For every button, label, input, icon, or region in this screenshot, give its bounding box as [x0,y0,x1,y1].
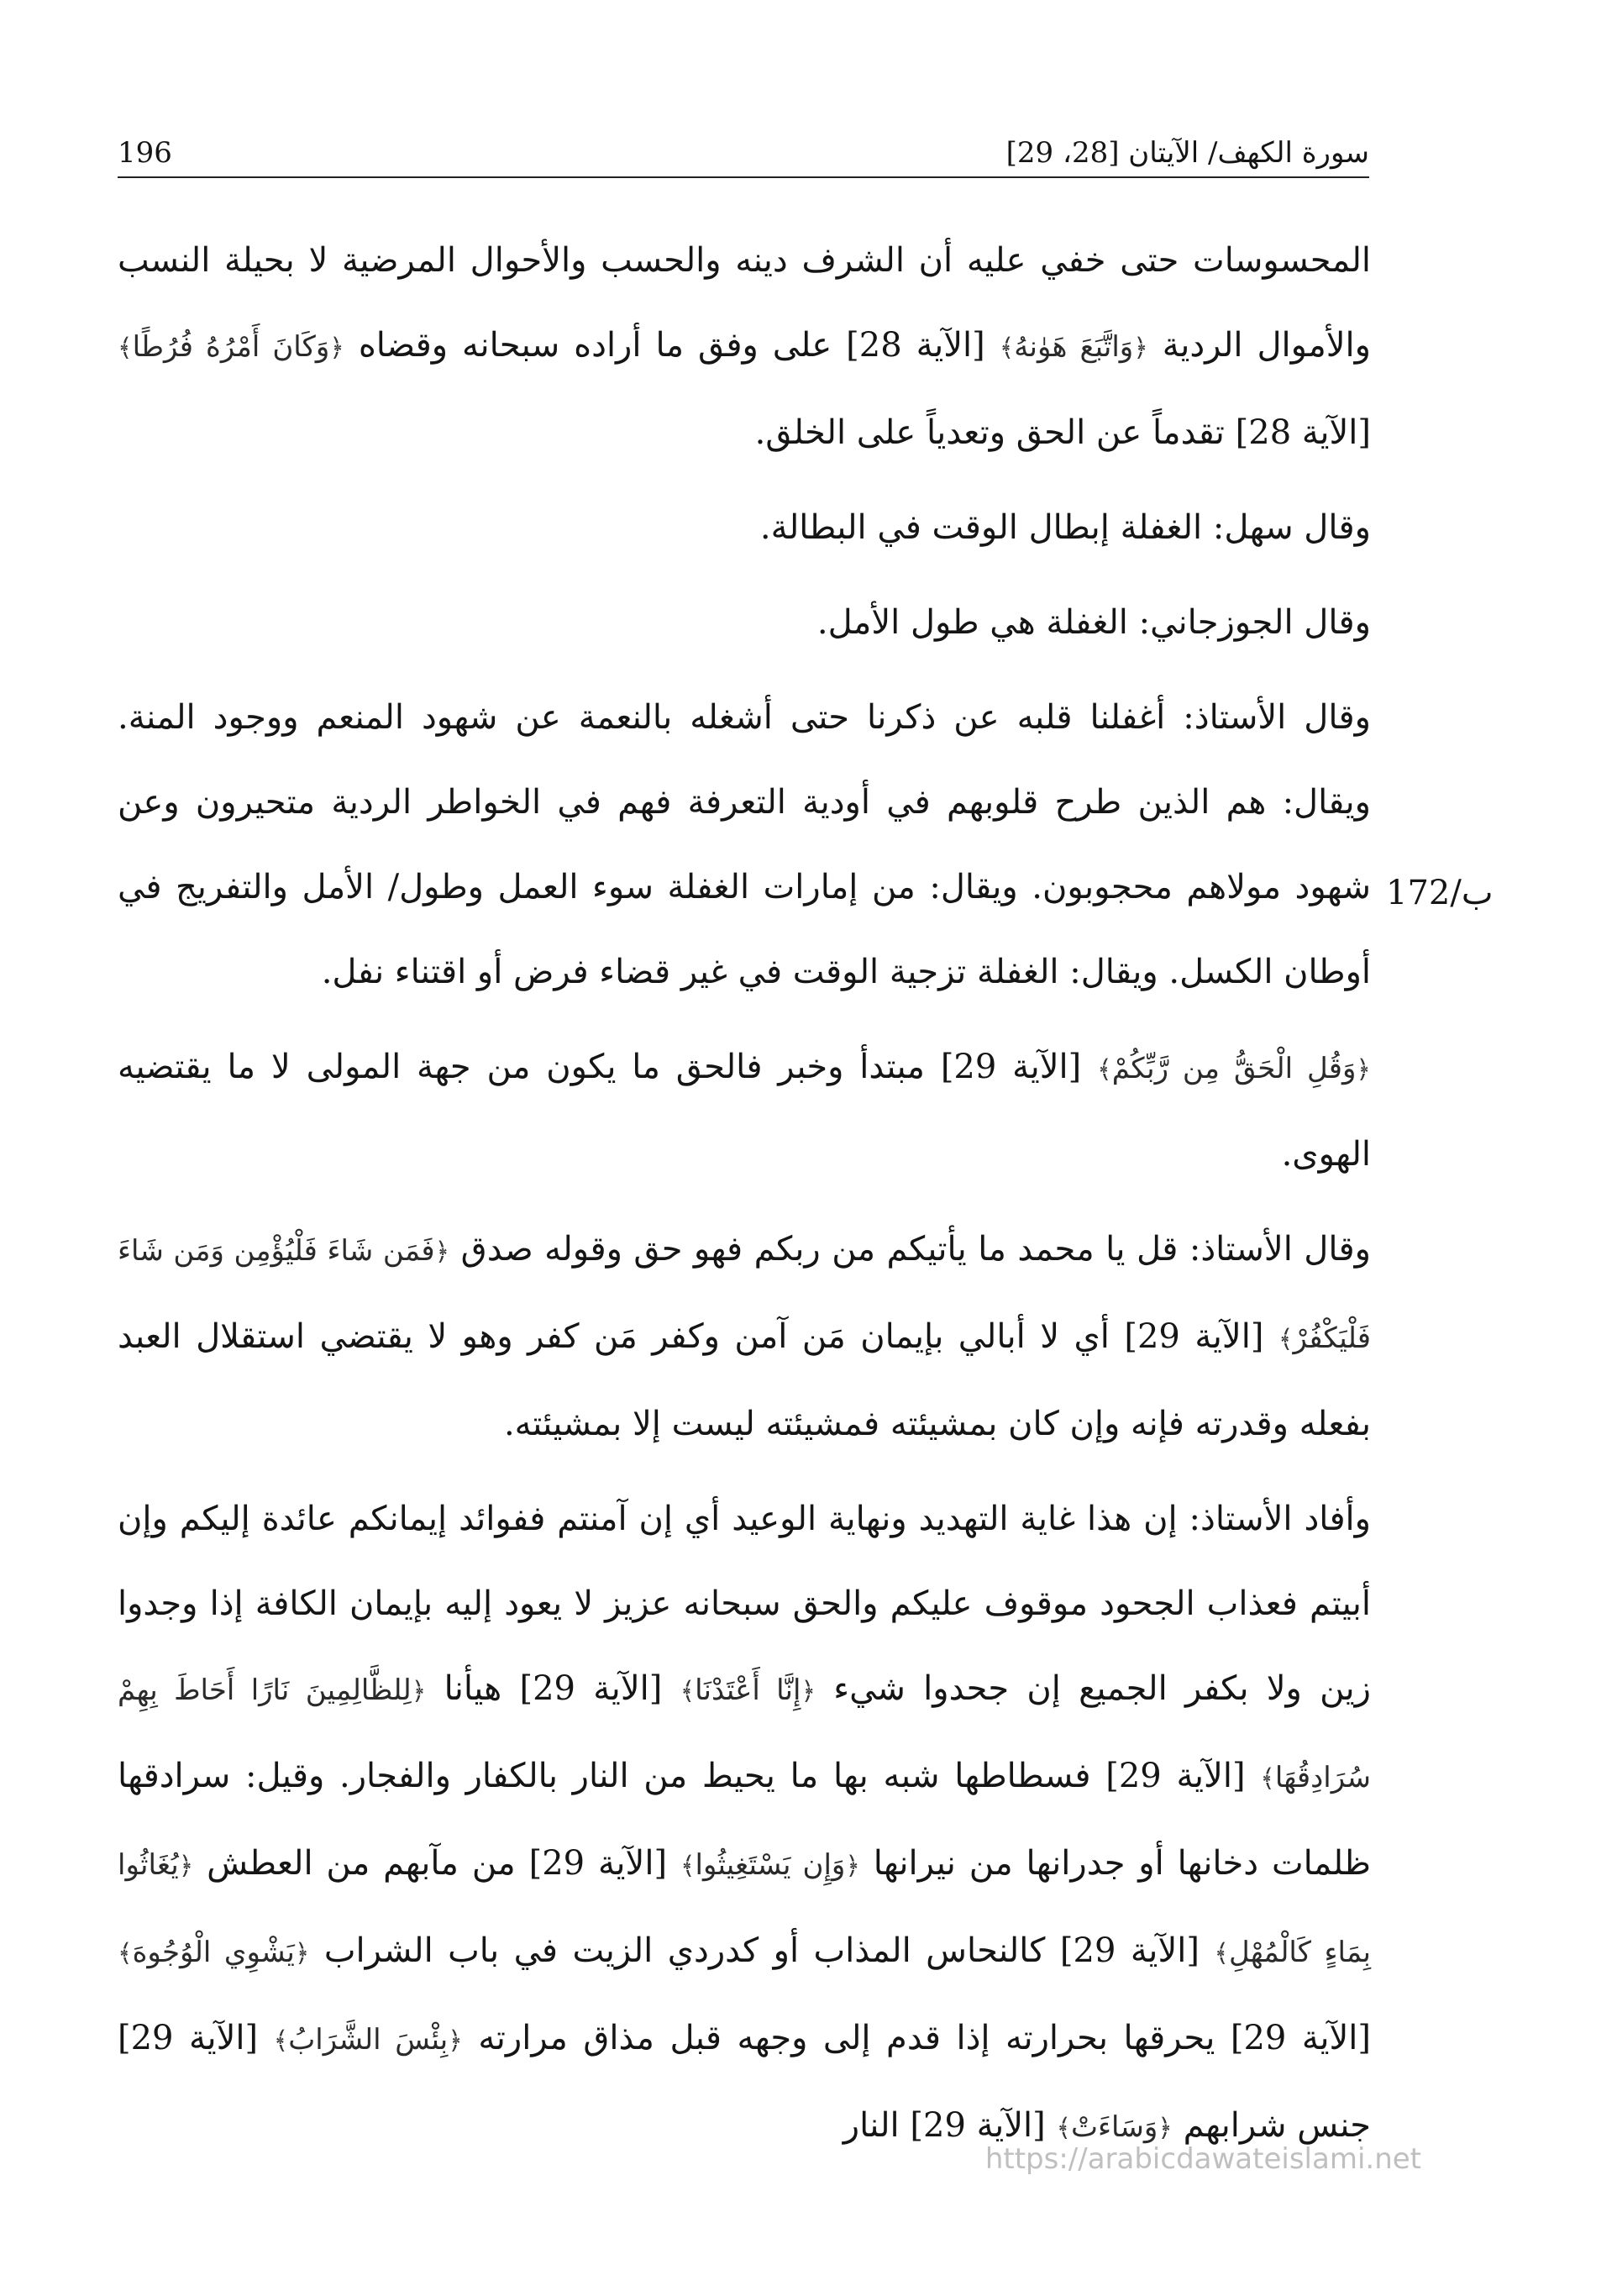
text-run: المحسوسات حتى خفي عليه أن الشرف دينه والحسب والأحوال المرضية لا بحيلة النسب والأموال الردية [118,241,1371,365]
quran-bracket-open-icon: ﴿ [801,1677,816,1706]
quran-bracket-open-icon: ﴿ [448,2026,463,2056]
text-run: [الآية 29] من مآبهم من العطش [193,1844,680,1883]
quran-bracket-close-icon: ﴾ [1260,1764,1275,1794]
paragraph [118,486,1371,570]
text-run: [الآية 29] مبتدأ وخبر فالحق ما يكون من جهة المولى لا ما يقتضيه الهوى. [118,1048,1371,1174]
quran-bracket-open-icon: ﴿ [1356,1055,1371,1085]
paragraph [118,218,1371,475]
quran-quote: لِلظَّالِمِينَ نَارًا أَحَاطَ بِهِمْ سُرَادِقُهَا [118,1673,1371,1794]
quran-bracket-open-icon: ﴿ [434,1237,450,1267]
quran-bracket-close-icon: ﴾ [118,334,133,363]
page-number: 196 [118,136,172,170]
quran-bracket-open-icon: ﴿ [294,1939,310,1968]
quran-quote: بِئْسَ الشَّرَابُ [288,2023,449,2057]
quran-quote: يُغَاثُوا بِمَاءٍ كَالْمُهْلِ [118,1848,1371,1969]
text-run: [الآية 29] النار [843,2106,1057,2145]
quran-bracket-close-icon: ﴾ [1214,1939,1229,1968]
running-title: سورة الكهف/ الآيتان [28، 29] [1005,136,1369,170]
quran-bracket-open-icon: ﴿ [178,1852,194,1881]
text-run: [الآية 28] تقدماً عن الحق وتعدياً على الخلق. [754,413,1371,452]
quran-quote: وَإِن يَسْتَغِيثُوا [695,1848,846,1882]
quran-quote: وَسَاءَتْ [1071,2110,1158,2144]
text-run: وقال سهل: الغفلة إبطال الوقت في البطالة. [759,508,1371,547]
margin-folio-note: 172/ب [1386,874,1494,912]
quran-quote: وَاتَّبَعَ هَوٰنهُ [1014,330,1134,364]
text-run: وأفاد الأستاذ: إن هذا غاية التهديد ونهاية الوعيد أي إن آمنتم ففوائد إيمانكم عائدة إليكم وإن أبيتم فعذاب الجحود موقوف عليكم والحق سبحانه عزيز لا يعود إليه بإيمان الكافة إذا وجدوا زين ولا بكفر الجميع إن جحدوا شيء [118,1500,1371,1708]
quran-bracket-open-icon: ﴿ [1133,334,1148,363]
text-run: [الآية 29] جنس شرابهم [118,2019,1371,2145]
text-run: وقال الأستاذ: قل يا محمد ما يأتيكم من ربكم فهو حق وقوله صدق [449,1230,1371,1269]
paragraph [118,1207,1371,1467]
watermark: https://arabicdawateislami.net [984,2142,1421,2176]
quran-quote: إِنَّا أَعْتَدْنَا [695,1673,801,1707]
paragraph [118,675,1371,1015]
paragraph [118,1477,1371,2171]
quran-bracket-close-icon: ﴾ [1278,1325,1294,1354]
text-run: وقال الأستاذ: أغفلنا قلبه عن ذكرنا حتى أشغله بالنعمة عن شهود المنعم ووجود المنة. ويقال: هم الذين طرح قلوبهم في أودية التعرفة فهم في الخواطر الردية متحيرون وعن شهود مولاهم محجوبون. ويقال: من إمارات الغفلة سوء العمل وطول/ الأمل والتفريج في أوطان الكسل. ويقال: الغفلة تزجية الوقت في غير قضاء فرض أو اقتناء نفل. [118,698,1371,991]
quran-bracket-close-icon: ﴾ [118,1939,133,1968]
text-run: [الآية 29] أي لا أبالي بإيمان مَن آمن وكفر مَن كفر وهو لا يقتضي استقلال العبد بفعله وقدرته فإنه وإن كان بمشيئته فمشيئته ليست إلا بمشيئته. [118,1317,1371,1443]
text-run: [الآية 29] كالنحاس المذاب أو كدردي الزيت في باب الشراب [309,1931,1215,1970]
text-run: [الآية 29] فسطاطها شبه بها ما يحيط من النار بالكفار والفجار. وقيل: سرادقها ظلمات دخانها أو جدرانها من نيرانها [118,1757,1371,1883]
quran-bracket-open-icon: ﴿ [845,1852,860,1881]
body-text [118,218,1371,2181]
paragraph [118,581,1371,665]
quran-bracket-close-icon: ﴾ [999,334,1015,363]
paragraph [118,1025,1371,1197]
text-run: وقال الجوزجاني: الغفلة هي طول الأمل. [816,603,1371,642]
quran-bracket-close-icon: ﴾ [680,1677,696,1706]
quran-quote: فَمَن شَاءَ فَلْيُؤْمِن وَمَن شَاءَ فَلْيَكْفُرْ [118,1234,1371,1355]
quran-bracket-open-icon: ﴿ [1158,2114,1173,2143]
text-run: [الآية 29] يحرقها بحرارته إذا قدم إلى وجهه قبل مذاق مرارته [462,2019,1371,2057]
quran-bracket-close-icon: ﴾ [680,1852,696,1881]
quran-bracket-open-icon: ﴿ [329,334,344,363]
quran-bracket-close-icon: ﴾ [1097,1055,1112,1085]
text-run: [الآية 28] على وفق ما أراده سبحانه وقضاه [344,326,1000,365]
quran-bracket-close-icon: ﴾ [273,2026,289,2056]
quran-bracket-close-icon: ﴾ [1056,2114,1072,2143]
quran-bracket-open-icon: ﴿ [411,1677,427,1706]
text-run: [الآية 29] هيأنا [426,1669,680,1708]
page-header [118,119,1369,170]
quran-quote: وَكَانَ أَمْرُهُ فُرُطًا [132,330,330,364]
quran-quote: يَشْوِي الْوُجُوهَ [132,1936,295,1969]
quran-quote: وَقُلِ الْحَقُّ مِن رَّبِّكُمْ [1111,1052,1357,1085]
header-rule [118,176,1369,178]
